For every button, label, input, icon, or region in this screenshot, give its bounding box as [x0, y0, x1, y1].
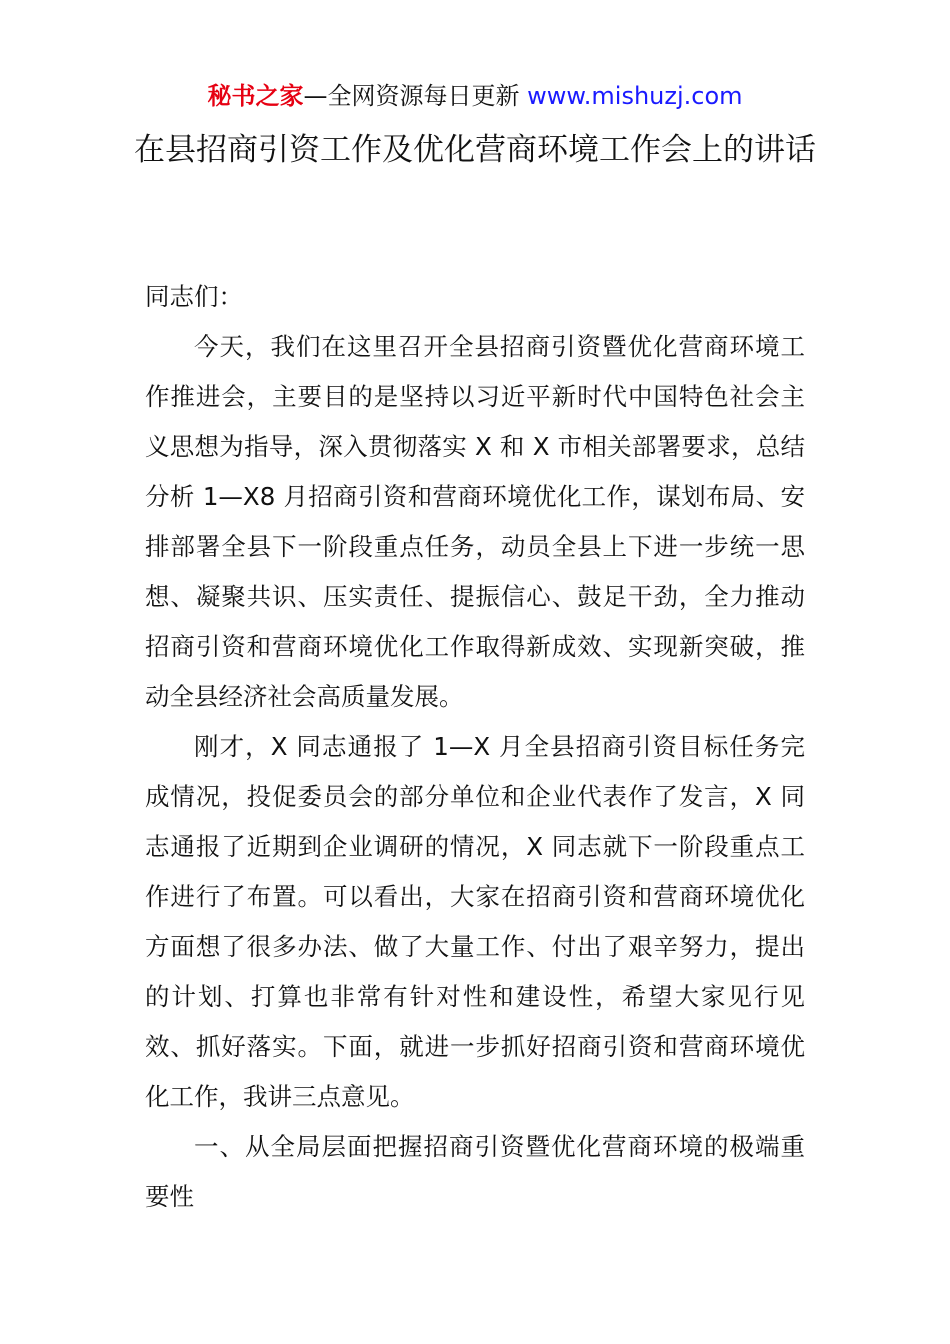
section-heading: 一、从全局层面把握招商引资暨优化营商环境的极端重要性 [145, 1132, 805, 1211]
site-header [0, 80, 950, 112]
paragraph-intro: 今天，我们在这里召开全县招商引资暨优化营商环境工作推进会，主要目的是坚持以习近平新时代中国特色社会主义思想为指导，深入贯彻落实 X 和 X 市相关部署要求，总结分析 1—X8 月招商引资和营商环境优化工作，谋划布局、安排部署全县下一阶段重点任务，动员全县上下进一步统一思想、凝聚共识、压实责任、提振信心、鼓足干劲，全力推动招商引资和营商环境优化工作取得新成效、实现新突破，推动全县经济社会高质量发展。 [145, 332, 805, 711]
document-body [145, 272, 805, 1222]
document-title: 在县招商引资工作及优化营商环境工作会上的讲话 [134, 132, 816, 168]
site-tagline: —全网资源每日更新 [303, 82, 520, 110]
site-brand: 秘书之家 [207, 82, 304, 110]
paragraph-review: 刚才，X 同志通报了 1—X 月全县招商引资目标任务完成情况，投促委员会的部分单位和企业代表作了发言，X 同志通报了近期到企业调研的情况，X 同志就下一阶段重点工作进行了布置。可以看出，大家在招商引资和营商环境优化方面想了很多办法、做了大量工作、付出了艰辛努力，提出的计划、打算也非常有针对性和建设性，希望大家见行见效、抓好落实。下面，就进一步抓好招商引资和营商环境优化工作，我讲三点意见。 [145, 732, 805, 1111]
site-url-link[interactable]: www.mishuzj.com [527, 82, 743, 110]
salutation: 同志们： [145, 282, 243, 311]
